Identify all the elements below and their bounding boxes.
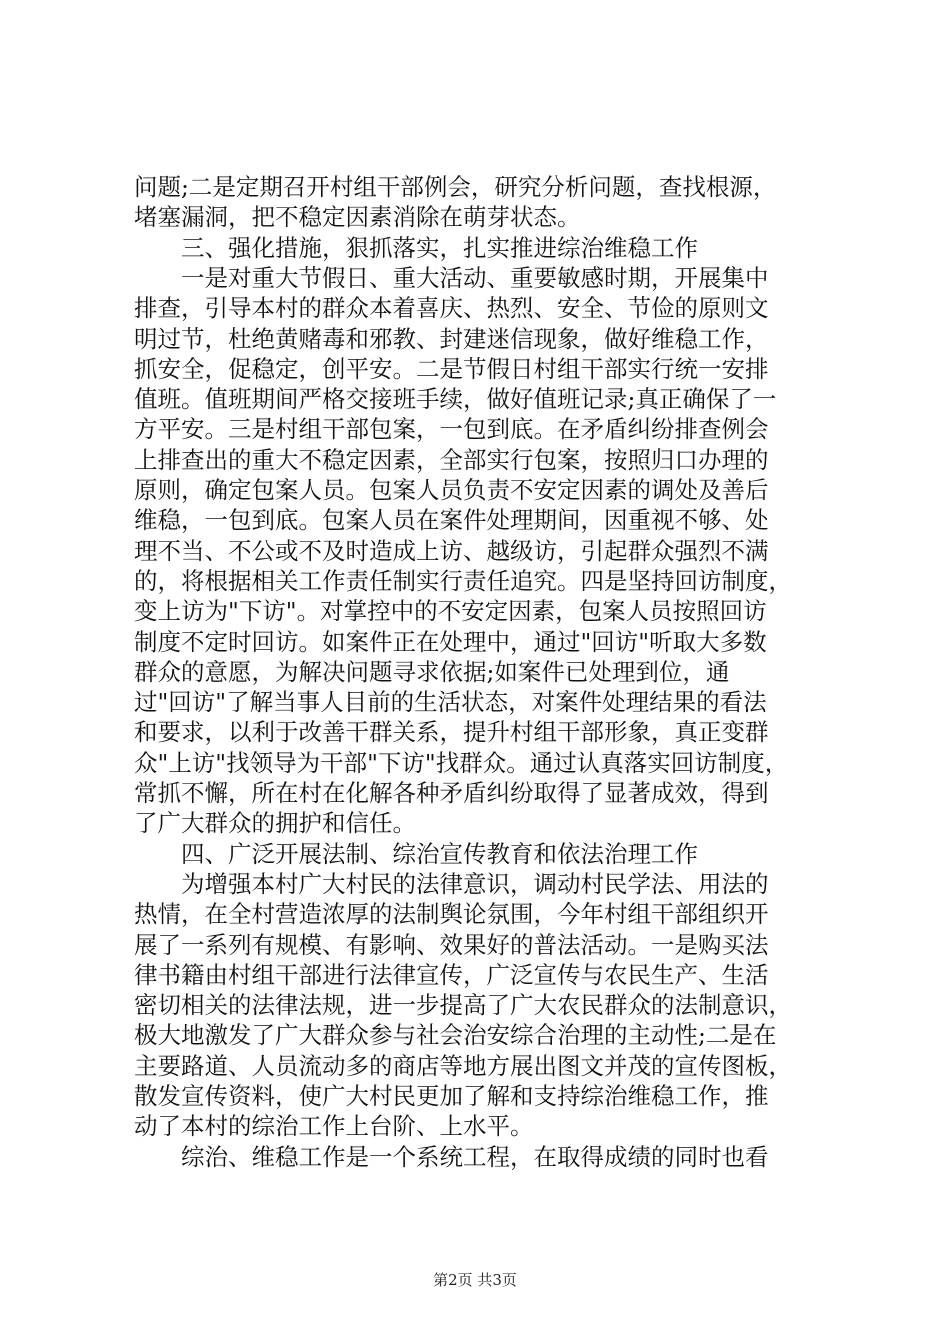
text-line: 为增强本村广大村民的法律意识，调动村民学法、用法的 [181, 869, 769, 898]
text-line: 维稳，一包到底。包案人员在案件处理期间，因重视不够、处 [134, 506, 769, 535]
text-line: 律书籍由村组干部进行法律宣传，广泛宣传与农民生产、生活 [134, 960, 769, 989]
page-footer: 第2页 共3页 [433, 1271, 517, 1289]
text-line: 制度不定时回访。如案件正在处理中，通过"回访"听取大多数 [134, 627, 767, 656]
text-line: 四、广泛开展法制、综治宣传教育和依法治理工作 [181, 839, 698, 868]
text-line: 展了一系列有规模、有影响、效果好的普法活动。一是购买法 [134, 930, 769, 959]
text-line: 主要路道、人员流动多的商店等地方展出图文并茂的宣传图板， [134, 1051, 792, 1080]
text-line: 密切相关的法律法规，进一步提高了广大农民群众的法制意识， [134, 991, 792, 1020]
text-line: 和要求，以利于改善干群关系，提升村组干部形象，真正变群 [134, 718, 769, 747]
text-line: 变上访为"下访"。对掌控中的不安定因素，包案人员按照回访 [134, 597, 767, 626]
text-line: 堵塞漏洞，把不稳定因素消除在萌芽状态。 [134, 203, 581, 232]
text-line: 三、强化措施，狠抓落实，扎实推进综治维稳工作 [181, 233, 698, 262]
text-line: 常抓不懈，所在村在化解各种矛盾纠纷取得了显著成效，得到 [134, 779, 769, 807]
text-line: 明过节，杜绝黄赌毒和邪教、封建迷信现象，做好维稳工作， [134, 324, 769, 353]
text-line: 热情，在全村营造浓厚的法制舆论氛围，今年村组干部组织开 [134, 900, 769, 929]
text-line: 方平安。三是村组干部包案，一包到底。在矛盾纠纷排查例会 [134, 415, 769, 444]
text-line: 群众的意愿，为解决问题寻求依据;如案件已处理到位，通 [134, 657, 730, 686]
text-line: 的，将根据相关工作责任制实行责任追究。四是坚持回访制度， [134, 566, 792, 595]
text-line: 上排查出的重大不稳定因素，全部实行包案，按照归口办理的 [134, 445, 769, 474]
text-line: 问题;二是定期召开村组干部例会，研究分析问题，查找根源， [134, 173, 777, 201]
text-line: 众"上访"找领导为干部"下访"找群众。通过认真落实回访制度， [134, 748, 789, 777]
text-line: 值班。值班期间严格交接班手续，做好值班记录;真正确保了一 [134, 385, 777, 414]
text-line: 极大地激发了广大群众参与社会治安综合治理的主动性;二是在 [134, 1021, 777, 1050]
text-line: 理不当、不公或不及时造成上访、越级访，引起群众强烈不满 [134, 536, 769, 565]
text-line: 了广大群众的拥护和信任。 [134, 809, 416, 838]
text-line: 动了本村的综治工作上台阶、上水平。 [134, 1112, 534, 1141]
text-line: 抓安全，促稳定，创平安。二是节假日村组干部实行统一安排 [134, 354, 769, 383]
text-line: 一是对重大节假日、重大活动、重要敏感时期，开展集中 [181, 263, 769, 292]
text-line: 排查，引导本村的群众本着喜庆、热烈、安全、节俭的原则文 [134, 294, 769, 323]
text-line: 原则，确定包案人员。包案人员负责不安定因素的调处及善后 [134, 476, 769, 504]
text-line: 过"回访"了解当事人目前的生活状态，对案件处理结果的看法 [134, 688, 767, 717]
text-line: 散发宣传资料，使广大村民更加了解和支持综治维稳工作，推 [134, 1082, 769, 1110]
text-line: 综治、维稳工作是一个系统工程，在取得成绩的同时也看 [181, 1142, 769, 1171]
